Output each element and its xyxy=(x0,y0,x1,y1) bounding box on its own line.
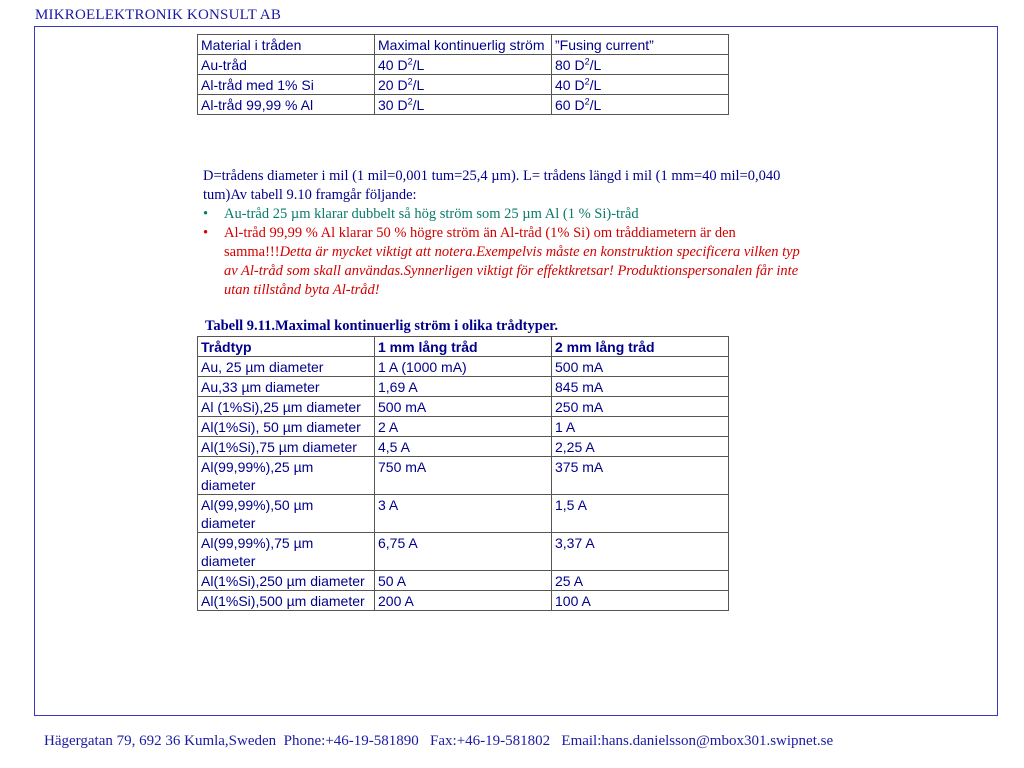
wire-type-cell: Al(1%Si),500 µm diameter xyxy=(198,591,375,611)
current-2mm-cell: 2,25 A xyxy=(552,437,729,457)
max-current-cell: 40 $D^2/L$ xyxy=(375,55,552,75)
column-header-max-current: Maximal kontinuerlig ström xyxy=(375,35,552,55)
table-row xyxy=(198,95,729,115)
current-1mm-cell: 200 A xyxy=(375,591,552,611)
current-2mm-cell: 100 A xyxy=(552,591,729,611)
wire-type-cell: Al(99,99%),25 µm diameter xyxy=(198,457,375,495)
column-header-material: Material i tråden xyxy=(198,35,375,55)
company-header: MIKROELEKTRONIK KONSULT AB xyxy=(35,7,282,23)
bullet-emphasis-text: Detta är mycket viktigt att notera.Exempelvis måste en konstruktion specificera vilken typ av Al-tråd som skall användas.Synnerligen viktigt för effektkretsar! Produktionspersonalen får inte utan tillstånd byta Al-tråd! xyxy=(224,244,800,298)
wire-type-current-table xyxy=(197,336,729,611)
wire-type-cell: Al (1%Si),25 µm diameter xyxy=(198,397,375,417)
table-row xyxy=(198,437,729,457)
current-1mm-cell: 500 mA xyxy=(375,397,552,417)
bullet-icon: • xyxy=(203,206,209,222)
wire-type-cell: Al(1%Si),75 µm diameter xyxy=(198,437,375,457)
column-header-2mm: 2 mm lång tråd xyxy=(552,337,729,357)
current-1mm-cell: 3 A xyxy=(375,495,552,533)
table-row xyxy=(198,591,729,611)
table-header-row xyxy=(198,337,729,357)
column-header-wire-type: Trådtyp xyxy=(198,337,375,357)
bullet-text: Au-tråd 25 µm klarar dubbelt så hög ström som 25 µm Al (1 % Si)-tråd xyxy=(224,206,639,222)
wire-current-formula-table xyxy=(197,34,729,115)
bullet-text: Al-tråd 99,99 % Al klarar 50 % högre ström än Al-tråd (1% Si) om tråddiametern är den samma!!! xyxy=(224,225,736,260)
current-1mm-cell: 1,69 A xyxy=(375,377,552,397)
fusing-current-cell: 40 $D^2/L$ xyxy=(552,75,729,95)
table-row xyxy=(198,357,729,377)
current-2mm-cell: 1,5 A xyxy=(552,495,729,533)
column-header-fusing-current: ”Fusing current” xyxy=(552,35,729,55)
table-row xyxy=(198,75,729,95)
current-2mm-cell: 375 mA xyxy=(552,457,729,495)
bullet-icon: • xyxy=(203,225,209,241)
current-2mm-cell: 25 A xyxy=(552,571,729,591)
current-2mm-cell: 250 mA xyxy=(552,397,729,417)
current-1mm-cell: 4,5 A xyxy=(375,437,552,457)
fusing-current-cell: 60 $D^2/L$ xyxy=(552,95,729,115)
current-1mm-cell: 750 mA xyxy=(375,457,552,495)
list-item xyxy=(203,205,803,224)
column-header-1mm: 1 mm lång tråd xyxy=(375,337,552,357)
current-2mm-cell: 500 mA xyxy=(552,357,729,377)
current-2mm-cell: 1 A xyxy=(552,417,729,437)
notes-list xyxy=(203,205,803,300)
max-current-cell: 20 $D^2/L$ xyxy=(375,75,552,95)
material-cell: Au-tråd xyxy=(198,55,375,75)
wire-type-cell: Au, 25 µm diameter xyxy=(198,357,375,377)
current-1mm-cell: 1 A (1000 mA) xyxy=(375,357,552,377)
material-cell: Al-tråd 99,99 % Al xyxy=(198,95,375,115)
table-row xyxy=(198,417,729,437)
current-1mm-cell: 6,75 A xyxy=(375,533,552,571)
wire-type-cell: Al(99,99%),75 µm diameter xyxy=(198,533,375,571)
wire-type-cell: Al(99,99%),50 µm diameter xyxy=(198,495,375,533)
current-2mm-cell: 845 mA xyxy=(552,377,729,397)
list-item xyxy=(203,224,803,300)
table-row xyxy=(198,377,729,397)
fusing-current-cell: 80 $D^2/L$ xyxy=(552,55,729,75)
table-caption: Tabell 9.11.Maximal kontinuerlig ström i olika trådtyper. xyxy=(205,318,558,334)
table-row xyxy=(198,397,729,417)
table-row xyxy=(198,55,729,75)
notes-block xyxy=(203,167,803,300)
wire-type-cell: Al(1%Si),250 µm diameter xyxy=(198,571,375,591)
table-row xyxy=(198,457,729,495)
wire-type-cell: Au,33 µm diameter xyxy=(198,377,375,397)
current-1mm-cell: 50 A xyxy=(375,571,552,591)
max-current-cell: 30 $D^2/L$ xyxy=(375,95,552,115)
table-row xyxy=(198,533,729,571)
material-cell: Al-tråd med 1% Si xyxy=(198,75,375,95)
table-header-row xyxy=(198,35,729,55)
footer-contact: Hägergatan 79, 692 36 Kumla,Sweden Phone:+46-19-581890 Fax:+46-19-581802 Email:hans.danielsson@mbox301.swipnet.se xyxy=(44,733,834,749)
table-row xyxy=(198,571,729,591)
notes-intro: D=trådens diameter i mil (1 mil=0,001 tum=25,4 µm). L= trådens längd i mil (1 mm=40 mil=0,040 tum)Av tabell 9.10 framgår följande: xyxy=(203,168,781,203)
current-1mm-cell: 2 A xyxy=(375,417,552,437)
current-2mm-cell: 3,37 A xyxy=(552,533,729,571)
wire-type-cell: Al(1%Si), 50 µm diameter xyxy=(198,417,375,437)
table-row xyxy=(198,495,729,533)
